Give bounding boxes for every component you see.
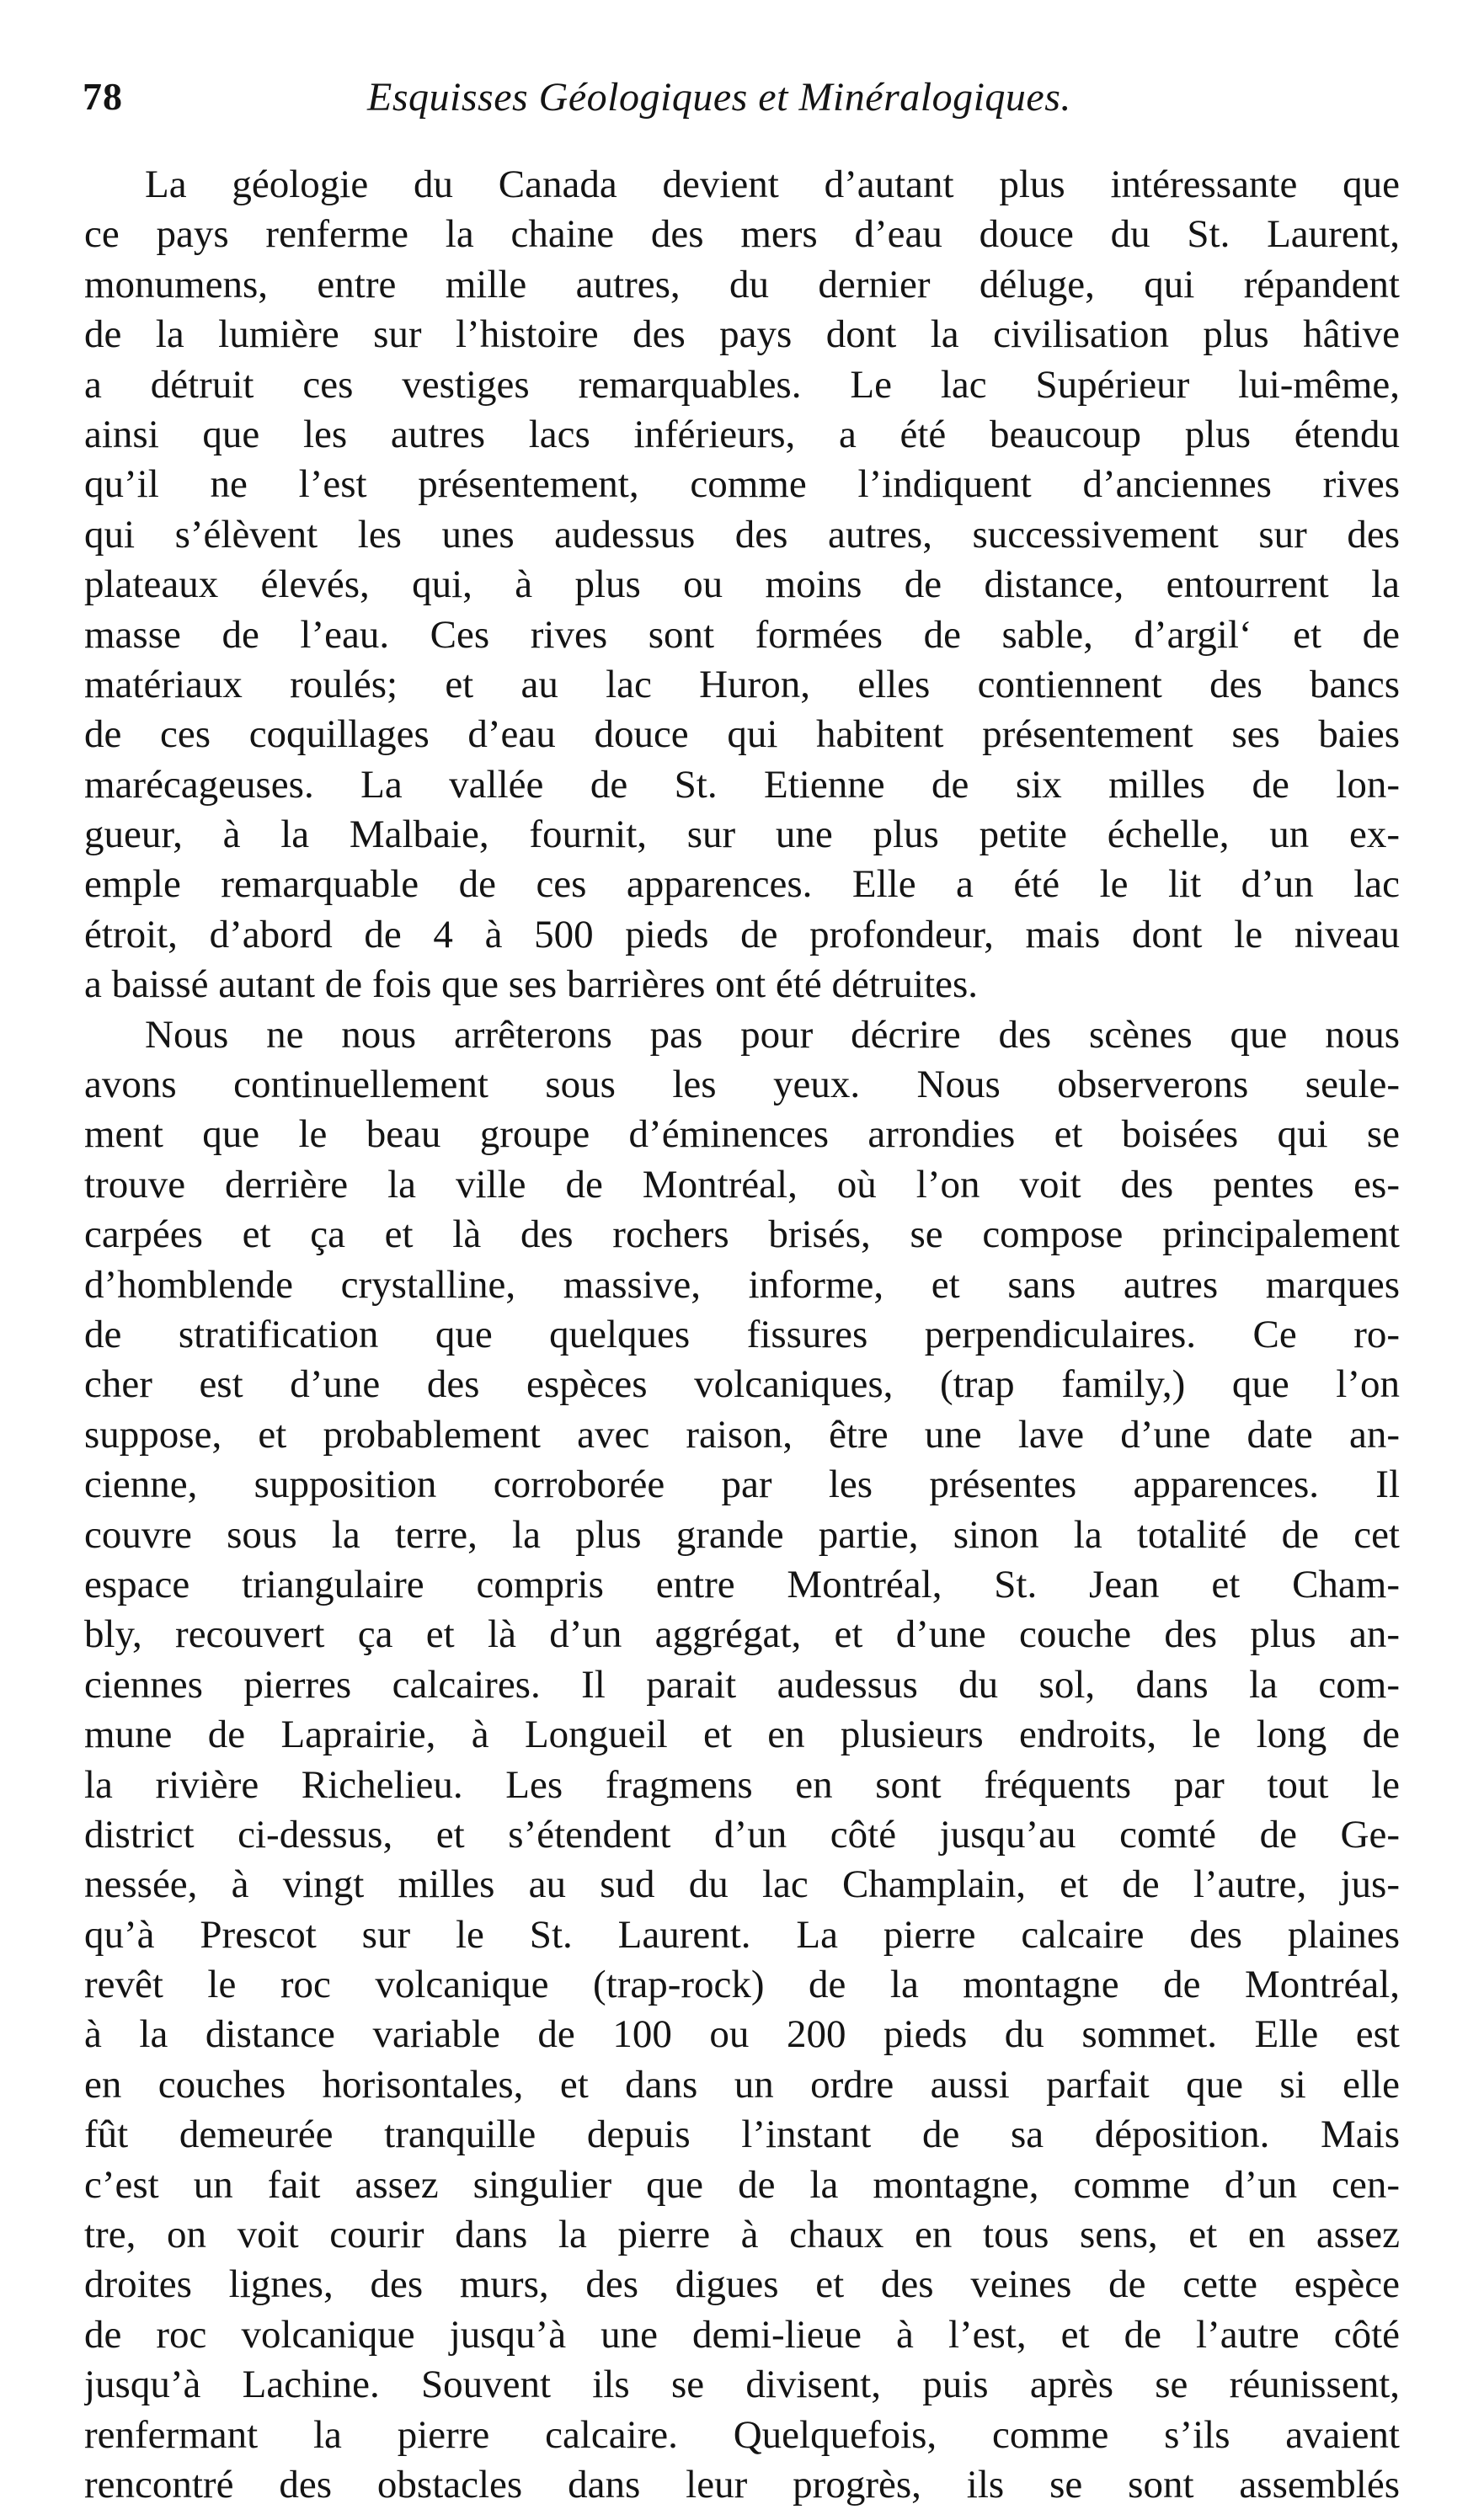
text-line: trouve derrière la ville de Montréal, où l’on voit des pentes es- xyxy=(84,1162,1400,1207)
paragraph xyxy=(84,1010,1400,2511)
text-line: de roc volcanique jusqu’à une demi-lieue à l’est, et de l’autre côté xyxy=(84,2312,1400,2357)
text-line: d’homblende crystalline, massive, informe, et sans autres marques xyxy=(84,1262,1400,1307)
text-line: jusqu’à Lachine. Souvent ils se divisent, puis après se réunissent, xyxy=(84,2363,1400,2407)
text-line: nessée, à vingt milles au sud du lac Champlain, et de l’autre, jus- xyxy=(84,1862,1400,1907)
text-line: de la lumière sur l’histoire des pays dont la civilisation plus hâtive xyxy=(84,312,1400,357)
text-line: étroit, d’abord de 4 à 500 pieds de profondeur, mais dont le niveau xyxy=(84,912,1400,956)
text-line: couvre sous la terre, la plus grande partie, sinon la totalité de cet xyxy=(84,1512,1400,1557)
text-line: qui s’élèvent les unes audessus des autres, successivement sur des xyxy=(84,512,1400,557)
text-line: c’est un fait assez singulier que de la montagne, comme d’un cen- xyxy=(84,2162,1400,2207)
text-line: district ci-dessus, et s’étendent d’un côté jusqu’au comté de Ge- xyxy=(84,1812,1400,1857)
text-line: bly, recouvert ça et là d’un aggrégat, et d’une couche des plus an- xyxy=(84,1612,1400,1657)
paragraph xyxy=(84,160,1400,1010)
text-line: monumens, entre mille autres, du dernier déluge, qui répandent xyxy=(84,262,1400,306)
text-line: matériaux roulés; et au lac Huron, elles contiennent des bancs xyxy=(84,662,1400,706)
text-line: qu’à Prescot sur le St. Laurent. La pierre calcaire des plaines xyxy=(84,1912,1400,1957)
text-line: la rivière Richelieu. Les fragmens en sont fréquents par tout le xyxy=(84,1762,1400,1807)
text-line: fût demeurée tranquille depuis l’instant de sa déposition. Mais xyxy=(84,2112,1400,2157)
text-line: Nous ne nous arrêterons pas pour décrire des scènes que nous xyxy=(145,1012,1400,1057)
text-line: suppose, et probablement avec raison, être une lave d’une date an- xyxy=(84,1412,1400,1457)
running-head xyxy=(83,74,1433,125)
text-line: La géologie du Canada devient d’autant plus intéressante que xyxy=(145,162,1400,206)
text-line: carpées et ça et là des rochers brisés, se compose principalement xyxy=(84,1212,1400,1257)
text-line: cienne, supposition corroborée par les présentes apparences. Il xyxy=(84,1462,1400,1507)
text-line: de stratification que quelques fissures perpendiculaires. Ce ro- xyxy=(84,1312,1400,1356)
text-line: tre, on voit courir dans la pierre à chaux en tous sens, et en assez xyxy=(84,2213,1400,2257)
text-line: mune de Laprairie, à Longueil et en plusieurs endroits, le long de xyxy=(84,1713,1400,1757)
text-line: gueur, à la Malbaie, fournit, sur une plus petite échelle, un ex- xyxy=(84,812,1400,857)
text-line: revêt le roc volcanique (trap-rock) de la montagne de Montréal, xyxy=(84,1963,1400,2007)
page-number: 78 xyxy=(83,75,123,118)
body-text xyxy=(84,160,1400,2510)
text-line: plateaux élevés, qui, à plus ou moins de distance, entourrent la xyxy=(84,562,1400,607)
running-title: Esquisses Géologiques et Minéralogiques. xyxy=(367,75,1071,120)
text-line: rencontré des obstacles dans leur progrès, ils se sont assemblés xyxy=(84,2462,1400,2507)
text-line: droites lignes, des murs, des digues et des veines de cette espèce xyxy=(84,2262,1400,2307)
text-line: espace triangulaire compris entre Montréal, St. Jean et Cham- xyxy=(84,1562,1400,1606)
text-line: a baissé autant de fois que ses barrières ont été détruites. xyxy=(84,962,979,1007)
paragraphs xyxy=(84,160,1400,2510)
text-line: avons continuellement sous les yeux. Nous observerons seule- xyxy=(84,1063,1400,1107)
text-line: qu’il ne l’est présentement, comme l’indiquent d’anciennes rives xyxy=(84,462,1400,507)
text-line: a détruit ces vestiges remarquables. Le lac Supérieur lui-même, xyxy=(84,362,1400,407)
text-line: ciennes pierres calcaires. Il parait audessus du sol, dans la com- xyxy=(84,1662,1400,1707)
text-line: masse de l’eau. Ces rives sont formées de sable, d’argil‘ et de xyxy=(84,612,1400,657)
text-line: marécageuses. La vallée de St. Etienne de six milles de lon- xyxy=(84,762,1400,807)
text-line: renfermant la pierre calcaire. Quelquefois, comme s’ils avaient xyxy=(84,2412,1400,2457)
text-line: emple remarquable de ces apparences. Elle a été le lit d’un lac xyxy=(84,862,1400,907)
text-line: ainsi que les autres lacs inférieurs, a été beaucoup plus étendu xyxy=(84,412,1400,456)
text-line: ment que le beau groupe d’éminences arrondies et boisées qui se xyxy=(84,1112,1400,1157)
text-line: cher est d’une des espèces volcaniques, (trap family,) que l’on xyxy=(84,1362,1400,1407)
text-line: de ces coquillages d’eau douce qui habitent présentement ses baies xyxy=(84,712,1400,757)
text-line: à la distance variable de 100 ou 200 pieds du sommet. Elle est xyxy=(84,2012,1400,2057)
text-line: ce pays renferme la chaine des mers d’eau douce du St. Laurent, xyxy=(84,212,1400,257)
text-line: en couches horisontales, et dans un ordre aussi parfait que si elle xyxy=(84,2062,1400,2107)
